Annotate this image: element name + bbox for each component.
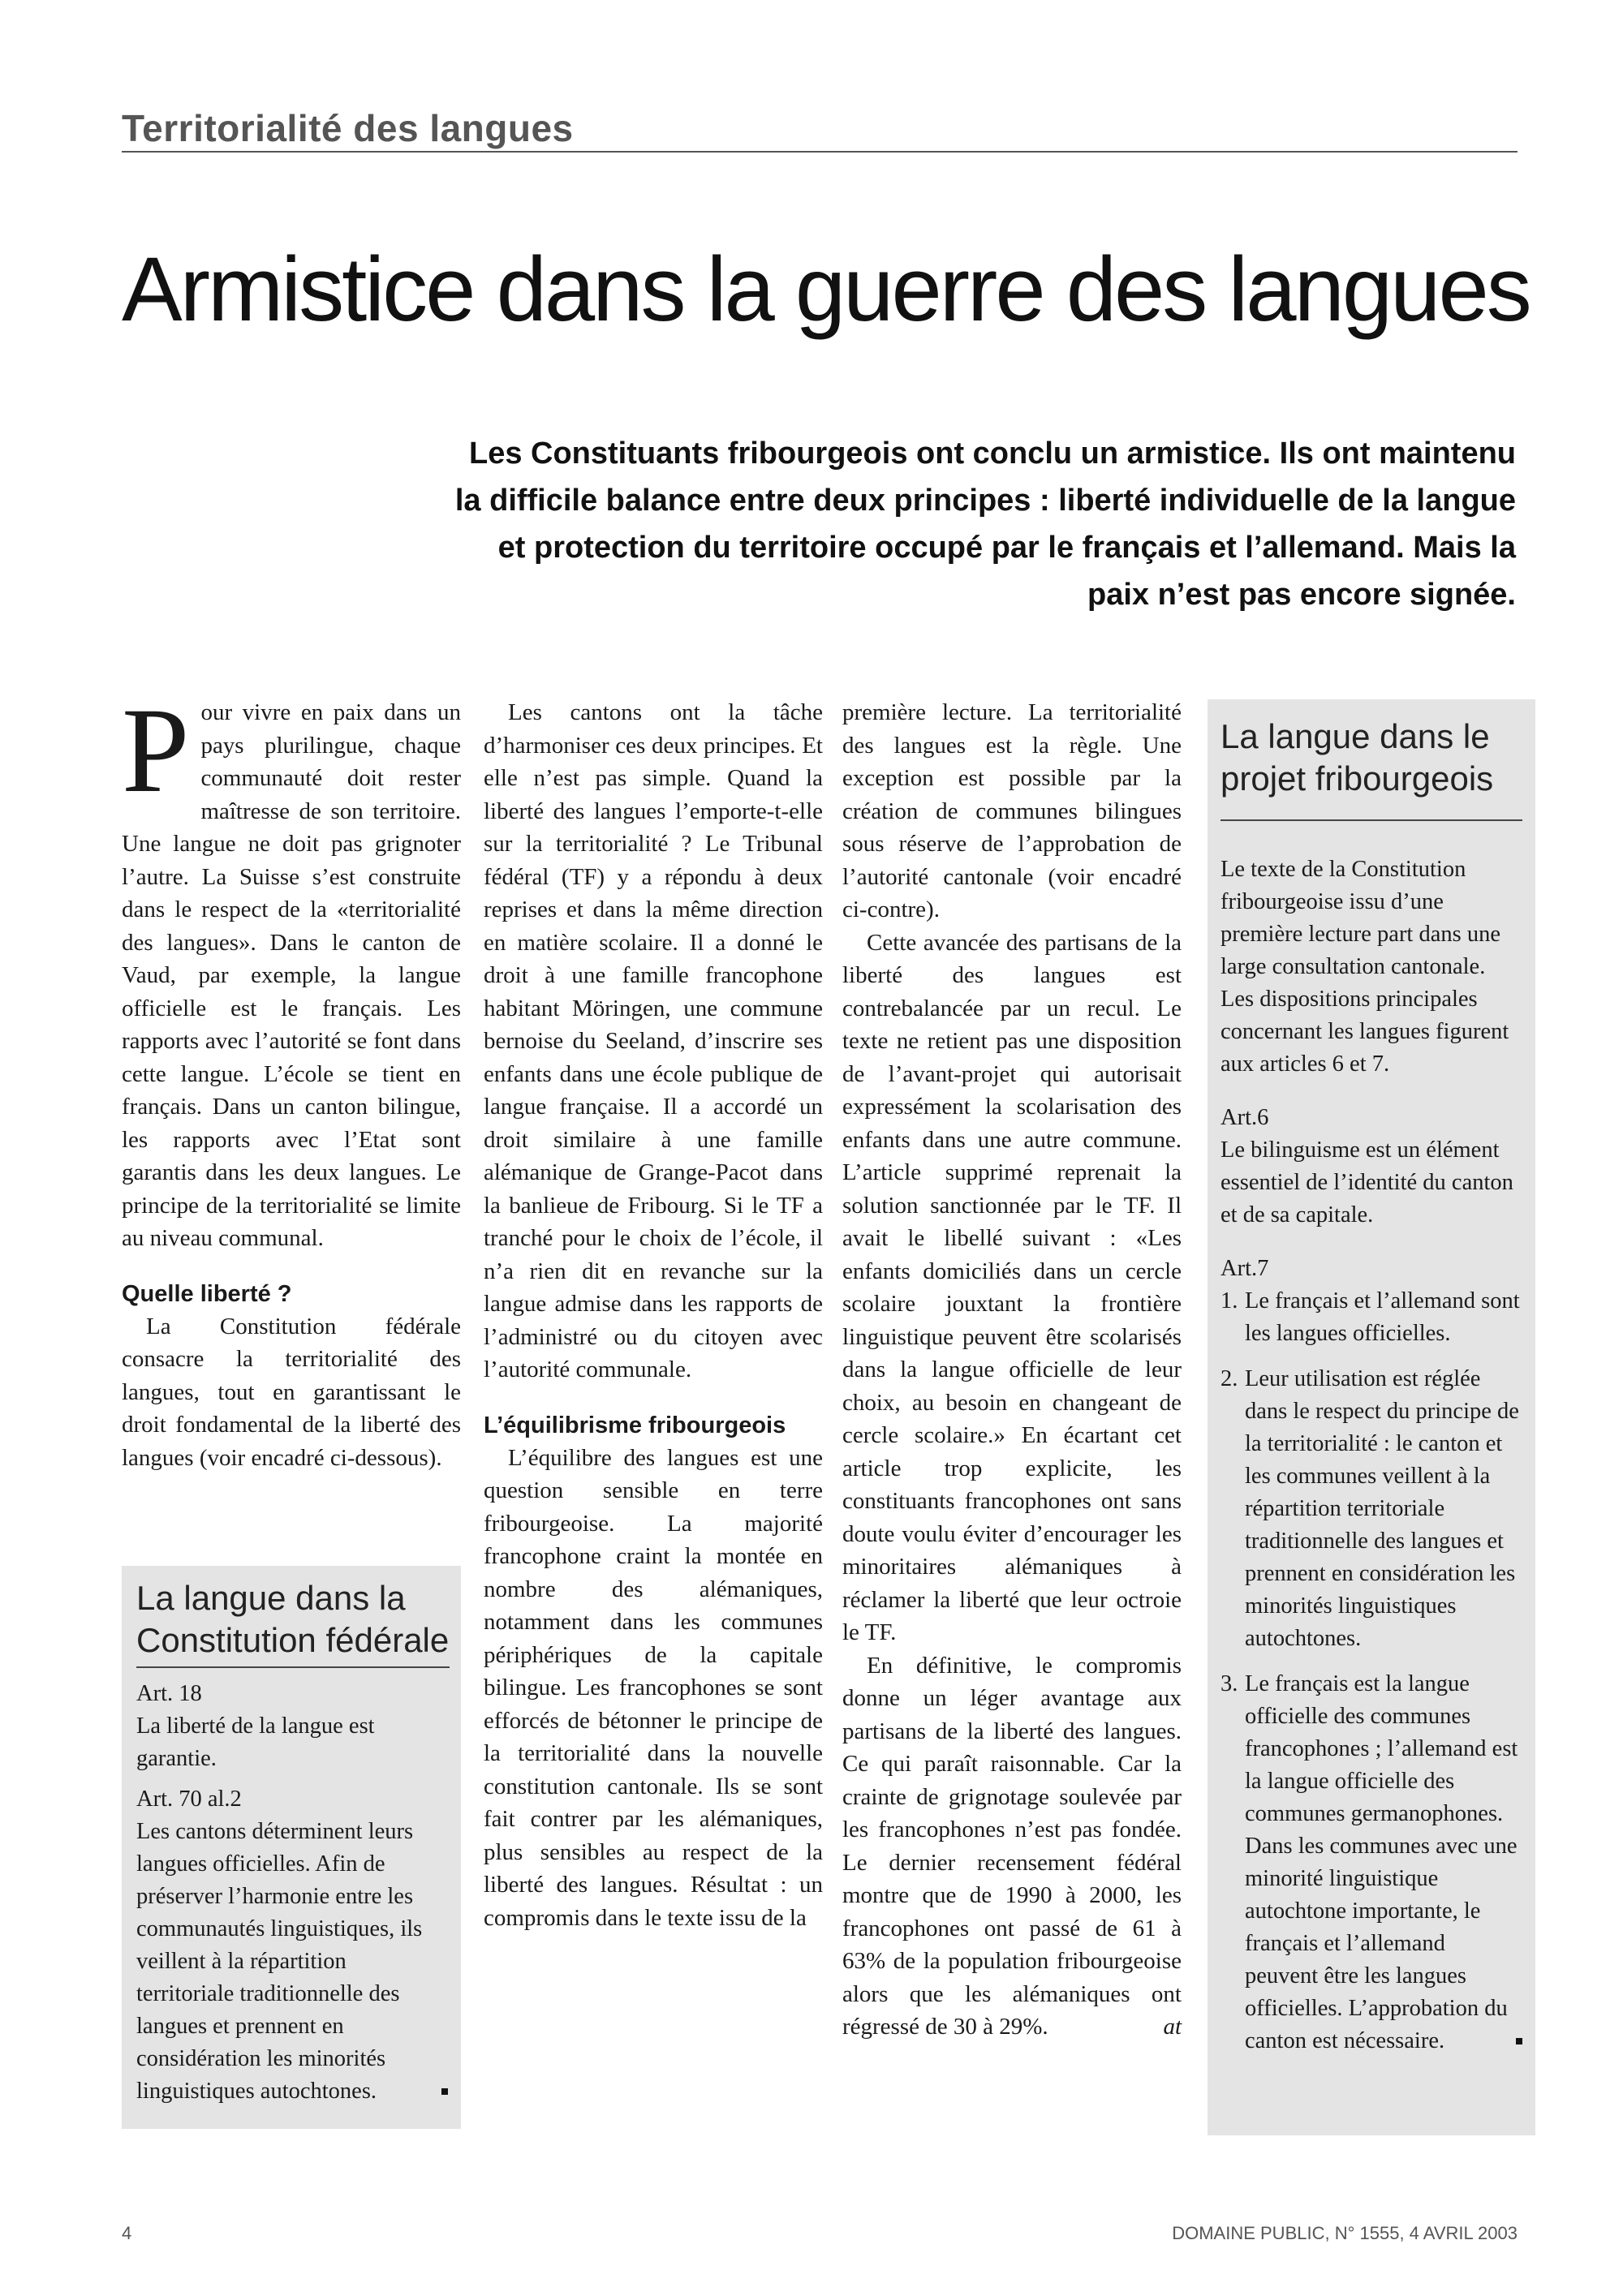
box-intro: Le texte de la Constitution fribourgeoise issu d’une première lecture part dans une large consultation cantonale. Les dispositions principales concernant les langues figurent aux articles 6 et 7. [1220, 857, 1509, 1077]
paragraph: La Constitution fédérale consacre la territorialité des langues, tout en garantissant le droit fondamental de la liberté des langues (voir encadré ci-dessous). [122, 1313, 461, 1471]
column-1 [122, 683, 461, 1474]
paragraph-text: En définitive, le compromis donne un léger avantage aux partisans de la liberté des langues. Ce qui paraît raisonnable. Car la crainte de grignotage soulevée par les francophones n’est pas fondée. Le dernier recensement fédéral montre que de 1990 à 2000, les francophones ont passé de 61 à 63% de la population fribourgeoise alors que les alémaniques ont régressé de 30 à 29%. [842, 1652, 1182, 2040]
item-text: Le français est la langue officielle des communes francophones ; l’allemand est la langue officielle des communes germanophones. Dans les communes avec une minorité linguistique autochtone importante, le français et l’allemand peuvent être les langues officielles. L’approbation du canton est nécessaire. [1245, 1671, 1518, 2053]
end-mark-icon [1516, 2038, 1522, 2044]
column-3 [842, 696, 1182, 2044]
paragraph-text: our vivre en paix dans un pays plurilingue, chaque communauté doit rester maîtresse de son territoire. Une langue ne doit pas grignoter l’autre. La Suisse s’est construite dans le respect de la «territorialité des langues». Dans le canton de Vaud, par exemple, la langue officielle est le français. Les rapports avec l’autorité se font dans cette langue. L’école se tient en français. Dans un canton bilingue, les rapports avec l’Etat sont garantis dans les deux langues. Le principe de la territorialité se limite au niveau communal. [122, 699, 461, 1251]
box-body [136, 1678, 448, 2108]
paragraph: Les cantons ont la tâche d’harmoniser ces deux principes. Et elle n’est pas simple. Quand la liberté des langues l’emporte-t-elle sur la territorialité ? Le Tribunal fédéral (TF) y a répondu à deux reprises et dans la même direction en matière scolaire. Il a donné le droit à une famille francophone habitant Möringen, une commune bernoise du Seeland, d’inscrire ses enfants dans une école publique de langue française. Il a accordé un droit similaire à une famille alémanique de Grange-Pacot dans la banlieue de Fribourg. Si le TF a tranché pour le choix de l’école, il n’a rien dit en revanche sur la langue admise dans les rapports de l’administré ou du citoyen avec l’autorité communale. [484, 699, 823, 1382]
end-mark-icon [441, 2088, 448, 2095]
page-number: 4 [122, 2223, 132, 2243]
article-text: Le bilinguisme est un élément essentiel de l’identité du canton et de sa capitale. [1220, 1137, 1513, 1228]
item-number: 2. [1220, 1366, 1238, 1391]
paragraph: Cette avancée des partisans de la liberté des langues est contrebalancée par un recul. Le texte ne retient pas une disposition de l’avant-projet qui autorisait expressément la scolarisation des enfants dans une autre commune. L’article supprimé reprenait la solution sanctionnée par le TF. Il avait le libellé suivant : «Les enfants domiciliés dans un cercle scolaire jouxtant la frontière linguistique peuvent être scolarisés dans la langue officielle de leur choix, au besoin en changeant de cercle scolaire.» En écartant cet article trop explicite, les constituants francophones ont sans doute voulu éviter d’encourager les minoritaires alémaniques à réclamer la liberté que leur octroie le TF. [842, 929, 1182, 1645]
subheading: Quelle liberté ? [122, 1280, 292, 1307]
box-body [1220, 853, 1522, 2057]
article-label: Art.6 [1220, 1105, 1269, 1130]
intro-paragraph [122, 683, 461, 1255]
box-title: La langue dans la Constitution fédérale [136, 1577, 450, 1668]
box-title: La langue dans le projet fribourgeois [1220, 716, 1522, 821]
sidebar-box-federal [122, 1566, 461, 2129]
column-2 [484, 696, 823, 1934]
drop-cap: P [122, 683, 190, 818]
article-label: Art. 70 al.2 [136, 1786, 242, 1812]
paragraph: première lecture. La territorialité des langues est la règle. Une exception est possible par la création de communes bilingues sous réserve de l’approbation de l’autorité cantonale (voir encadré ci-contre). [842, 699, 1182, 922]
article-label: Art. 18 [136, 1681, 202, 1706]
sidebar-box-fribourg [1208, 699, 1535, 2135]
list-item [1220, 1285, 1522, 1350]
subheading: L’équilibrisme fribourgeois [484, 1412, 786, 1438]
article-label: Art.7 [1220, 1256, 1269, 1281]
article-text-content: Les cantons déterminent leurs langues officielles. Afin de préserver l’harmonie entre les communautés linguistiques, ils veillent à la répartition territoriale traditionnelle des langues et prennent en considération les minorités linguistiques autochtones. [136, 1819, 423, 2104]
list-item [1220, 1668, 1522, 2057]
section-rubric: Territorialité des langues [122, 105, 1518, 153]
publication-footer: DOMAINE PUBLIC, N° 1555, 4 AVRIL 2003 [1172, 2223, 1518, 2243]
headline: Armistice dans la guerre des langues [122, 239, 1530, 340]
paragraph [842, 1649, 1182, 2044]
item-text: Le français et l’allemand sont les langues officielles. [1245, 1288, 1520, 1346]
item-number: 3. [1220, 1671, 1238, 1696]
article-text: La liberté de la langue est garantie. [136, 1713, 375, 1771]
item-text: Leur utilisation est réglée dans le respect du principe de la territorialité : le canton et les communes veillent à la répartition territoriale traditionnelle des langues et prennent en considération les minorités linguistiques autochtones. [1245, 1366, 1519, 1651]
paragraph: L’équilibre des langues est une question sensible en terre fribourgeoise. La majorité francophone craint la montée en nombre des alémaniques, notamment dans les communes périphériques de la capitale bilingue. Les francophones se sont efforcés de bétonner le principe de la territorialité dans la nouvelle constitution cantonale. Ils se sont fait contrer par les alémaniques, plus sensibles au respect de la liberté des langues. Résultat : un compromis dans le texte issu de la [484, 1444, 823, 1931]
item-number: 1. [1220, 1288, 1238, 1314]
list-item [1220, 1363, 1522, 1655]
author-signature: at [1163, 2014, 1182, 2040]
lead-paragraph: Les Constituants fribourgeois ont conclu un armistice. Ils ont maintenu la difficile balance entre deux principes : liberté individuelle de la langue et protection du territoire occupé par le français et l’allemand. Mais la paix n’est pas encore signée. [454, 436, 1516, 612]
article-list [1220, 1285, 1522, 2057]
article-text [136, 1816, 448, 2108]
